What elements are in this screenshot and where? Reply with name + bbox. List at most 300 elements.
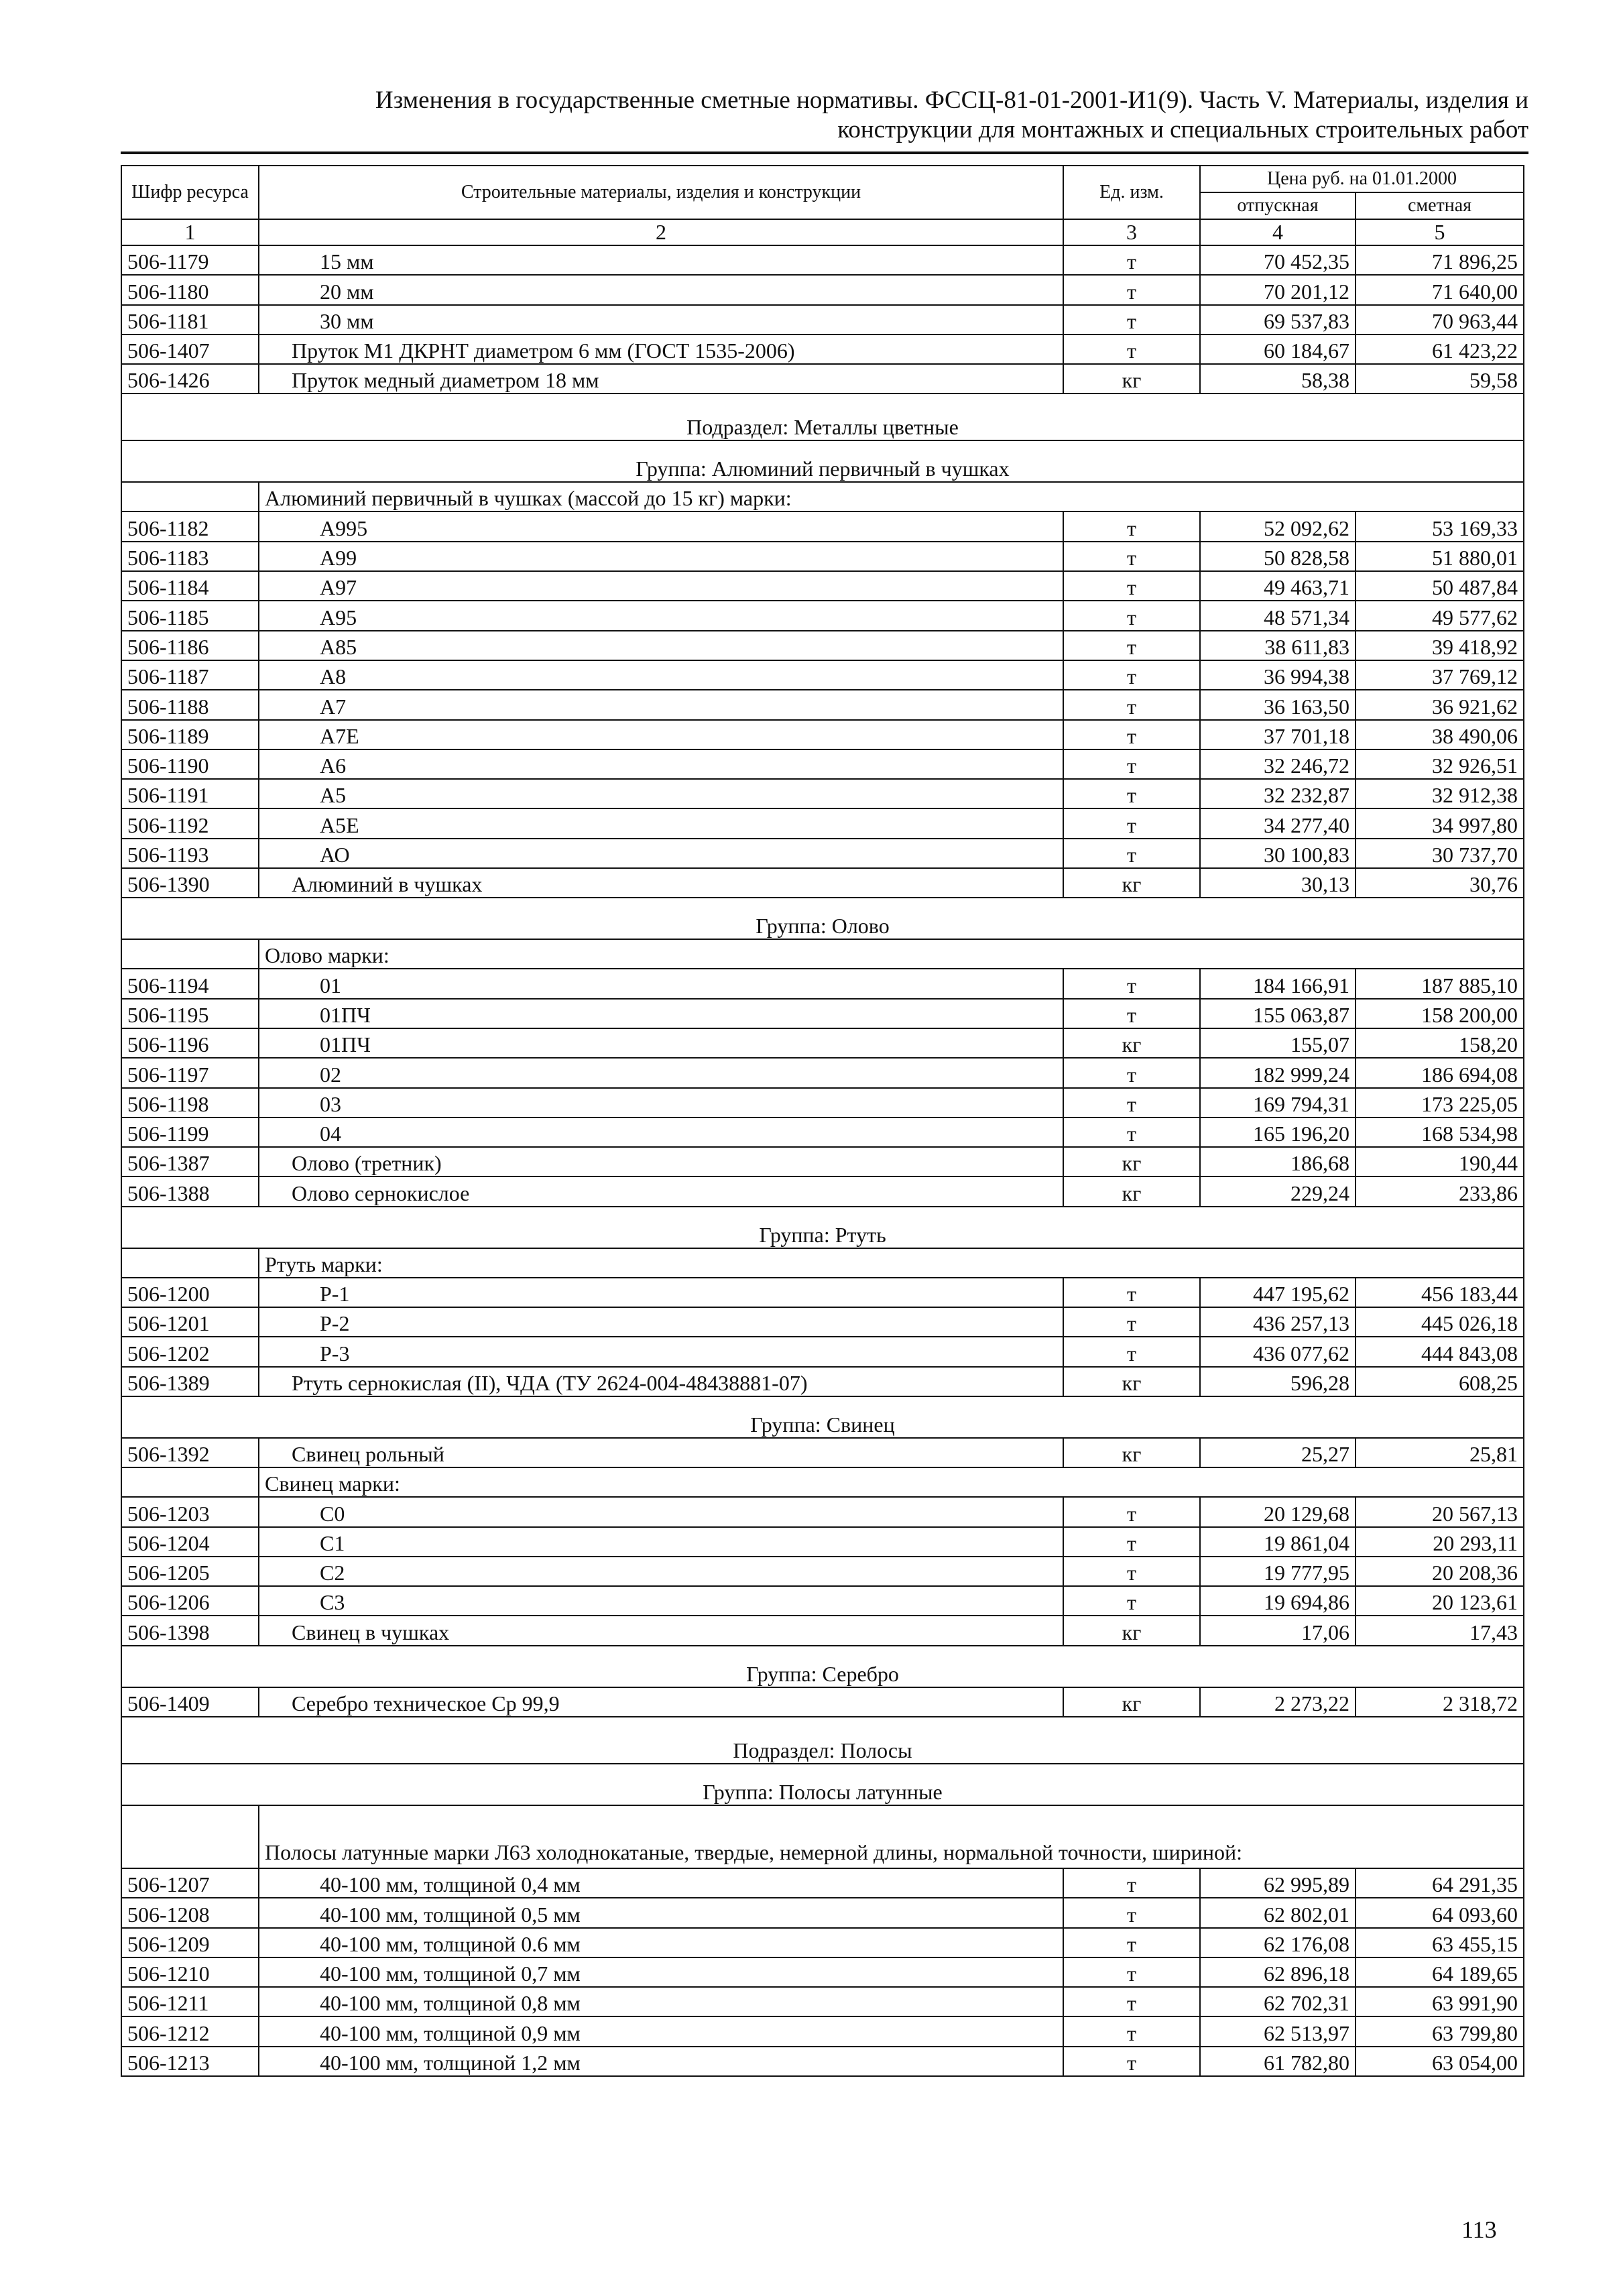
table-row <box>121 364 1524 394</box>
material-name: Р-1 <box>259 1278 1063 1307</box>
category-label-row <box>121 939 1524 969</box>
estimate-price: 64 189,65 <box>1356 1957 1524 1987</box>
release-price: 49 463,71 <box>1200 571 1356 601</box>
estimate-price: 37 769,12 <box>1356 660 1524 690</box>
release-price: 32 232,87 <box>1200 779 1356 808</box>
label-spacer <box>121 1805 259 1868</box>
group-row <box>121 1396 1524 1438</box>
material-name: С0 <box>259 1497 1063 1526</box>
resource-code: 506-1193 <box>121 839 259 868</box>
estimate-price: 233,86 <box>1356 1176 1524 1206</box>
material-name: 04 <box>259 1117 1063 1147</box>
label-spacer <box>121 1248 259 1278</box>
resource-code: 506-1199 <box>121 1117 259 1147</box>
unit-cell: т <box>1063 1058 1200 1087</box>
estimate-price: 71 640,00 <box>1356 275 1524 304</box>
unit-cell: кг <box>1063 364 1200 394</box>
table-row <box>121 1176 1524 1206</box>
material-name: 01ПЧ <box>259 1028 1063 1058</box>
unit-cell: т <box>1063 2047 1200 2076</box>
table-row <box>121 1058 1524 1087</box>
estimate-price: 64 291,35 <box>1356 1868 1524 1898</box>
release-price: 596,28 <box>1200 1367 1356 1396</box>
material-name: 40-100 мм, толщиной 1,2 мм <box>259 2047 1063 2076</box>
resource-code: 506-1208 <box>121 1898 259 1927</box>
release-price: 38 611,83 <box>1200 631 1356 660</box>
material-name: Ртуть сернокислая (II), ЧДА (ТУ 2624-004-48438881-07) <box>259 1367 1063 1396</box>
resource-code: 506-1195 <box>121 999 259 1028</box>
table-row <box>121 1117 1524 1147</box>
resource-code: 506-1203 <box>121 1497 259 1526</box>
release-price: 19 861,04 <box>1200 1527 1356 1557</box>
resource-code: 506-1407 <box>121 335 259 364</box>
material-name: 02 <box>259 1058 1063 1087</box>
col-header-unit: Ед. изм. <box>1063 166 1200 219</box>
material-name: 40-100 мм, толщиной 0,7 мм <box>259 1957 1063 1987</box>
table-row <box>121 749 1524 779</box>
release-price: 30,13 <box>1200 868 1356 898</box>
estimate-price: 158 200,00 <box>1356 999 1524 1028</box>
table-row <box>121 720 1524 749</box>
material-name: 40-100 мм, толщиной 0,8 мм <box>259 1987 1063 2016</box>
resource-code: 506-1211 <box>121 1987 259 2016</box>
material-name: А5Е <box>259 808 1063 838</box>
group-row <box>121 898 1524 939</box>
estimate-price: 17,43 <box>1356 1616 1524 1645</box>
resource-code: 506-1205 <box>121 1557 259 1586</box>
material-name: С3 <box>259 1586 1063 1616</box>
unit-cell: т <box>1063 720 1200 749</box>
table-row <box>121 1438 1524 1467</box>
release-price: 62 896,18 <box>1200 1957 1356 1987</box>
resource-code: 506-1387 <box>121 1147 259 1176</box>
release-price: 20 129,68 <box>1200 1497 1356 1526</box>
estimate-price: 25,81 <box>1356 1438 1524 1467</box>
unit-cell: т <box>1063 808 1200 838</box>
unit-cell: т <box>1063 511 1200 541</box>
material-name: 40-100 мм, толщиной 0,4 мм <box>259 1868 1063 1898</box>
unit-cell: кг <box>1063 1616 1200 1645</box>
resource-code: 506-1213 <box>121 2047 259 2076</box>
unit-cell: т <box>1063 1527 1200 1557</box>
estimate-price: 61 423,22 <box>1356 335 1524 364</box>
unit-cell: т <box>1063 335 1200 364</box>
release-price: 36 163,50 <box>1200 690 1356 719</box>
col-header-code: Шифр ресурса <box>121 166 259 219</box>
release-price: 69 537,83 <box>1200 305 1356 335</box>
unit-cell: т <box>1063 969 1200 998</box>
resource-code: 506-1398 <box>121 1616 259 1645</box>
table-row <box>121 542 1524 571</box>
unit-cell: т <box>1063 1898 1200 1927</box>
unit-cell: т <box>1063 245 1200 275</box>
category-label-row <box>121 482 1524 511</box>
estimate-price: 63 455,15 <box>1356 1928 1524 1957</box>
release-price: 155,07 <box>1200 1028 1356 1058</box>
resource-code: 506-1187 <box>121 660 259 690</box>
estimate-price: 187 885,10 <box>1356 969 1524 998</box>
material-name: 20 мм <box>259 275 1063 304</box>
label-spacer <box>121 939 259 969</box>
material-name: АО <box>259 839 1063 868</box>
estimate-price: 53 169,33 <box>1356 511 1524 541</box>
material-name: Серебро техническое Ср 99,9 <box>259 1687 1063 1717</box>
resource-code: 506-1389 <box>121 1367 259 1396</box>
price-table <box>121 165 1524 2077</box>
table-row <box>121 275 1524 304</box>
release-price: 70 452,35 <box>1200 245 1356 275</box>
release-price: 186,68 <box>1200 1147 1356 1176</box>
material-name: 30 мм <box>259 305 1063 335</box>
release-price: 62 995,89 <box>1200 1868 1356 1898</box>
header-line-2: конструкции для монтажных и специальных строительных работ <box>837 116 1528 143</box>
estimate-price: 2 318,72 <box>1356 1687 1524 1717</box>
estimate-price: 445 026,18 <box>1356 1307 1524 1337</box>
release-price: 58,38 <box>1200 364 1356 394</box>
material-name: Олово сернокислое <box>259 1176 1063 1206</box>
table-row <box>121 868 1524 898</box>
unit-cell: т <box>1063 1337 1200 1366</box>
col-number: 2 <box>259 219 1063 245</box>
material-name: Р-2 <box>259 1307 1063 1337</box>
estimate-price: 20 123,61 <box>1356 1586 1524 1616</box>
material-name: С1 <box>259 1527 1063 1557</box>
table-row <box>121 1987 1524 2016</box>
release-price: 436 077,62 <box>1200 1337 1356 1366</box>
resource-code: 506-1190 <box>121 749 259 779</box>
release-price: 36 994,38 <box>1200 660 1356 690</box>
col-header-name: Строительные материалы, изделия и конструкции <box>259 166 1063 219</box>
estimate-price: 70 963,44 <box>1356 305 1524 335</box>
page-header <box>121 86 1528 145</box>
estimate-price: 34 997,80 <box>1356 808 1524 838</box>
material-name: Пруток М1 ДКРНТ диаметром 6 мм (ГОСТ 1535-2006) <box>259 335 1063 364</box>
release-price: 17,06 <box>1200 1616 1356 1645</box>
subsection-row <box>121 1717 1524 1764</box>
table-row <box>121 999 1524 1028</box>
unit-cell: т <box>1063 1586 1200 1616</box>
group-row <box>121 1207 1524 1248</box>
release-price: 50 828,58 <box>1200 542 1356 571</box>
table-row <box>121 245 1524 275</box>
material-name: 40-100 мм, толщиной 0.6 мм <box>259 1928 1063 1957</box>
table-row <box>121 660 1524 690</box>
release-price: 32 246,72 <box>1200 749 1356 779</box>
resource-code: 506-1183 <box>121 542 259 571</box>
estimate-price: 32 912,38 <box>1356 779 1524 808</box>
unit-cell: т <box>1063 631 1200 660</box>
estimate-price: 444 843,08 <box>1356 1337 1524 1366</box>
col-header-estimate-price: сметная <box>1356 192 1524 219</box>
table-body <box>121 245 1524 2076</box>
table-row <box>121 335 1524 364</box>
table-row <box>121 1616 1524 1645</box>
resource-code: 506-1184 <box>121 571 259 601</box>
unit-cell: кг <box>1063 1147 1200 1176</box>
col-number: 1 <box>121 219 259 245</box>
unit-cell: т <box>1063 1987 1200 2016</box>
material-name: С2 <box>259 1557 1063 1586</box>
estimate-price: 63 799,80 <box>1356 2016 1524 2046</box>
group-title: Группа: Полосы латунные <box>121 1764 1524 1805</box>
unit-cell: кг <box>1063 868 1200 898</box>
resource-code: 506-1210 <box>121 1957 259 1987</box>
release-price: 165 196,20 <box>1200 1117 1356 1147</box>
release-price: 19 777,95 <box>1200 1557 1356 1586</box>
estimate-price: 36 921,62 <box>1356 690 1524 719</box>
label-spacer <box>121 482 259 511</box>
material-name: Р-3 <box>259 1337 1063 1366</box>
col-number: 3 <box>1063 219 1200 245</box>
group-title: Группа: Серебро <box>121 1646 1524 1687</box>
release-price: 25,27 <box>1200 1438 1356 1467</box>
material-name: Алюминий в чушках <box>259 868 1063 898</box>
category-label-row <box>121 1467 1524 1497</box>
estimate-price: 63 054,00 <box>1356 2047 1524 2076</box>
material-name: А995 <box>259 511 1063 541</box>
table-row <box>121 1898 1524 1927</box>
table-row <box>121 1278 1524 1307</box>
resource-code: 506-1200 <box>121 1278 259 1307</box>
table-row <box>121 1028 1524 1058</box>
release-price: 182 999,24 <box>1200 1058 1356 1087</box>
resource-code: 506-1179 <box>121 245 259 275</box>
resource-code: 506-1186 <box>121 631 259 660</box>
unit-cell: т <box>1063 1557 1200 1586</box>
estimate-price: 158,20 <box>1356 1028 1524 1058</box>
table-row <box>121 839 1524 868</box>
unit-cell: т <box>1063 749 1200 779</box>
table-row <box>121 1557 1524 1586</box>
table-row <box>121 779 1524 808</box>
material-name: А99 <box>259 542 1063 571</box>
header-line-1: Изменения в государственные сметные нормативы. ФССЦ-81-01-2001-И1(9). Часть V. Материалы, изделия и <box>375 86 1528 114</box>
table-row <box>121 571 1524 601</box>
table-row <box>121 1088 1524 1117</box>
estimate-price: 63 991,90 <box>1356 1987 1524 2016</box>
estimate-price: 168 534,98 <box>1356 1117 1524 1147</box>
col-header-release-price: отпускная <box>1200 192 1356 219</box>
group-title: Группа: Свинец <box>121 1396 1524 1438</box>
resource-code: 506-1192 <box>121 808 259 838</box>
table-row <box>121 808 1524 838</box>
estimate-price: 32 926,51 <box>1356 749 1524 779</box>
material-name: 01 <box>259 969 1063 998</box>
material-name: А6 <box>259 749 1063 779</box>
table-row <box>121 1307 1524 1337</box>
group-row <box>121 1646 1524 1687</box>
unit-cell: т <box>1063 660 1200 690</box>
estimate-price: 608,25 <box>1356 1367 1524 1396</box>
unit-cell: т <box>1063 779 1200 808</box>
unit-cell: т <box>1063 999 1200 1028</box>
release-price: 60 184,67 <box>1200 335 1356 364</box>
estimate-price: 50 487,84 <box>1356 571 1524 601</box>
resource-code: 506-1194 <box>121 969 259 998</box>
resource-code: 506-1207 <box>121 1868 259 1898</box>
unit-cell: т <box>1063 1117 1200 1147</box>
group-title: Группа: Олово <box>121 898 1524 939</box>
material-name: 15 мм <box>259 245 1063 275</box>
table-row <box>121 631 1524 660</box>
estimate-price: 64 093,60 <box>1356 1898 1524 1927</box>
unit-cell: т <box>1063 305 1200 335</box>
subsection-title: Подраздел: Металлы цветные <box>121 394 1524 440</box>
estimate-price: 190,44 <box>1356 1147 1524 1176</box>
estimate-price: 20 567,13 <box>1356 1497 1524 1526</box>
unit-cell: кг <box>1063 1367 1200 1396</box>
group-title: Группа: Алюминий первичный в чушках <box>121 440 1524 482</box>
resource-code: 506-1209 <box>121 1928 259 1957</box>
release-price: 62 176,08 <box>1200 1928 1356 1957</box>
estimate-price: 51 880,01 <box>1356 542 1524 571</box>
material-name: 40-100 мм, толщиной 0,5 мм <box>259 1898 1063 1927</box>
release-price: 62 513,97 <box>1200 2016 1356 2046</box>
material-name: А95 <box>259 601 1063 630</box>
table-row <box>121 1687 1524 1717</box>
unit-cell: т <box>1063 571 1200 601</box>
resource-code: 506-1206 <box>121 1586 259 1616</box>
resource-code: 506-1212 <box>121 2016 259 2046</box>
material-name: А7Е <box>259 720 1063 749</box>
category-label: Ртуть марки: <box>259 1248 1524 1278</box>
col-number: 4 <box>1200 219 1356 245</box>
unit-cell: т <box>1063 1278 1200 1307</box>
resource-code: 506-1180 <box>121 275 259 304</box>
material-name: А97 <box>259 571 1063 601</box>
material-name: А8 <box>259 660 1063 690</box>
unit-cell: т <box>1063 1928 1200 1957</box>
release-price: 19 694,86 <box>1200 1586 1356 1616</box>
table-row <box>121 1928 1524 1957</box>
resource-code: 506-1185 <box>121 601 259 630</box>
resource-code: 506-1196 <box>121 1028 259 1058</box>
table-row <box>121 1586 1524 1616</box>
estimate-price: 49 577,62 <box>1356 601 1524 630</box>
table-row <box>121 2047 1524 2076</box>
unit-cell: т <box>1063 1088 1200 1117</box>
release-price: 30 100,83 <box>1200 839 1356 868</box>
unit-cell: т <box>1063 1497 1200 1526</box>
resource-code: 506-1409 <box>121 1687 259 1717</box>
estimate-price: 59,58 <box>1356 364 1524 394</box>
release-price: 436 257,13 <box>1200 1307 1356 1337</box>
material-name: А7 <box>259 690 1063 719</box>
release-price: 52 092,62 <box>1200 511 1356 541</box>
resource-code: 506-1392 <box>121 1438 259 1467</box>
release-price: 62 702,31 <box>1200 1987 1356 2016</box>
resource-code: 506-1201 <box>121 1307 259 1337</box>
resource-code: 506-1390 <box>121 868 259 898</box>
table-row <box>121 969 1524 998</box>
col-number: 5 <box>1356 219 1524 245</box>
group-row <box>121 1764 1524 1805</box>
release-price: 62 802,01 <box>1200 1898 1356 1927</box>
subsection-row <box>121 394 1524 440</box>
category-label: Полосы латунные марки Л63 холоднокатаные, твердые, немерной длины, нормальной точности, шириной: <box>259 1805 1524 1868</box>
table-row <box>121 2016 1524 2046</box>
material-name: А5 <box>259 779 1063 808</box>
resource-code: 506-1388 <box>121 1176 259 1206</box>
table-row <box>121 1527 1524 1557</box>
table-row <box>121 601 1524 630</box>
table-row <box>121 1497 1524 1526</box>
group-title: Группа: Ртуть <box>121 1207 1524 1248</box>
resource-code: 506-1198 <box>121 1088 259 1117</box>
material-name: 01ПЧ <box>259 999 1063 1028</box>
unit-cell: т <box>1063 1868 1200 1898</box>
material-name: Свинец рольный <box>259 1438 1063 1467</box>
category-label: Алюминий первичный в чушках (массой до 15 кг) марки: <box>259 482 1524 511</box>
resource-code: 506-1202 <box>121 1337 259 1366</box>
release-price: 2 273,22 <box>1200 1687 1356 1717</box>
unit-cell: т <box>1063 542 1200 571</box>
table-row <box>121 1367 1524 1396</box>
release-price: 70 201,12 <box>1200 275 1356 304</box>
unit-cell: кг <box>1063 1687 1200 1717</box>
estimate-price: 456 183,44 <box>1356 1278 1524 1307</box>
category-label-row <box>121 1805 1524 1868</box>
unit-cell: т <box>1063 839 1200 868</box>
material-name: 40-100 мм, толщиной 0,9 мм <box>259 2016 1063 2046</box>
unit-cell: т <box>1063 1957 1200 1987</box>
estimate-price: 38 490,06 <box>1356 720 1524 749</box>
estimate-price: 20 208,36 <box>1356 1557 1524 1586</box>
table-row <box>121 1337 1524 1366</box>
resource-code: 506-1188 <box>121 690 259 719</box>
table-row <box>121 1147 1524 1176</box>
release-price: 34 277,40 <box>1200 808 1356 838</box>
table-row <box>121 511 1524 541</box>
release-price: 48 571,34 <box>1200 601 1356 630</box>
estimate-price: 20 293,11 <box>1356 1527 1524 1557</box>
resource-code: 506-1189 <box>121 720 259 749</box>
unit-cell: кг <box>1063 1438 1200 1467</box>
resource-code: 506-1204 <box>121 1527 259 1557</box>
label-spacer <box>121 1467 259 1497</box>
table-row <box>121 1868 1524 1898</box>
release-price: 37 701,18 <box>1200 720 1356 749</box>
release-price: 184 166,91 <box>1200 969 1356 998</box>
material-name: А85 <box>259 631 1063 660</box>
unit-cell: кг <box>1063 1176 1200 1206</box>
category-label: Олово марки: <box>259 939 1524 969</box>
release-price: 155 063,87 <box>1200 999 1356 1028</box>
estimate-price: 30,76 <box>1356 868 1524 898</box>
unit-cell: т <box>1063 2016 1200 2046</box>
material-name: Олово (третник) <box>259 1147 1063 1176</box>
table-row <box>121 690 1524 719</box>
resource-code: 506-1197 <box>121 1058 259 1087</box>
category-label: Свинец марки: <box>259 1467 1524 1497</box>
unit-cell: т <box>1063 601 1200 630</box>
material-name: Пруток медный диаметром 18 мм <box>259 364 1063 394</box>
subsection-title: Подраздел: Полосы <box>121 1717 1524 1764</box>
estimate-price: 173 225,05 <box>1356 1088 1524 1117</box>
table-row <box>121 305 1524 335</box>
resource-code: 506-1426 <box>121 364 259 394</box>
group-row <box>121 440 1524 482</box>
release-price: 447 195,62 <box>1200 1278 1356 1307</box>
release-price: 229,24 <box>1200 1176 1356 1206</box>
page-number: 113 <box>1461 2216 1497 2243</box>
resource-code: 506-1191 <box>121 779 259 808</box>
release-price: 61 782,80 <box>1200 2047 1356 2076</box>
estimate-price: 186 694,08 <box>1356 1058 1524 1087</box>
header-rule <box>121 152 1528 154</box>
category-label-row <box>121 1248 1524 1278</box>
unit-cell: т <box>1063 690 1200 719</box>
